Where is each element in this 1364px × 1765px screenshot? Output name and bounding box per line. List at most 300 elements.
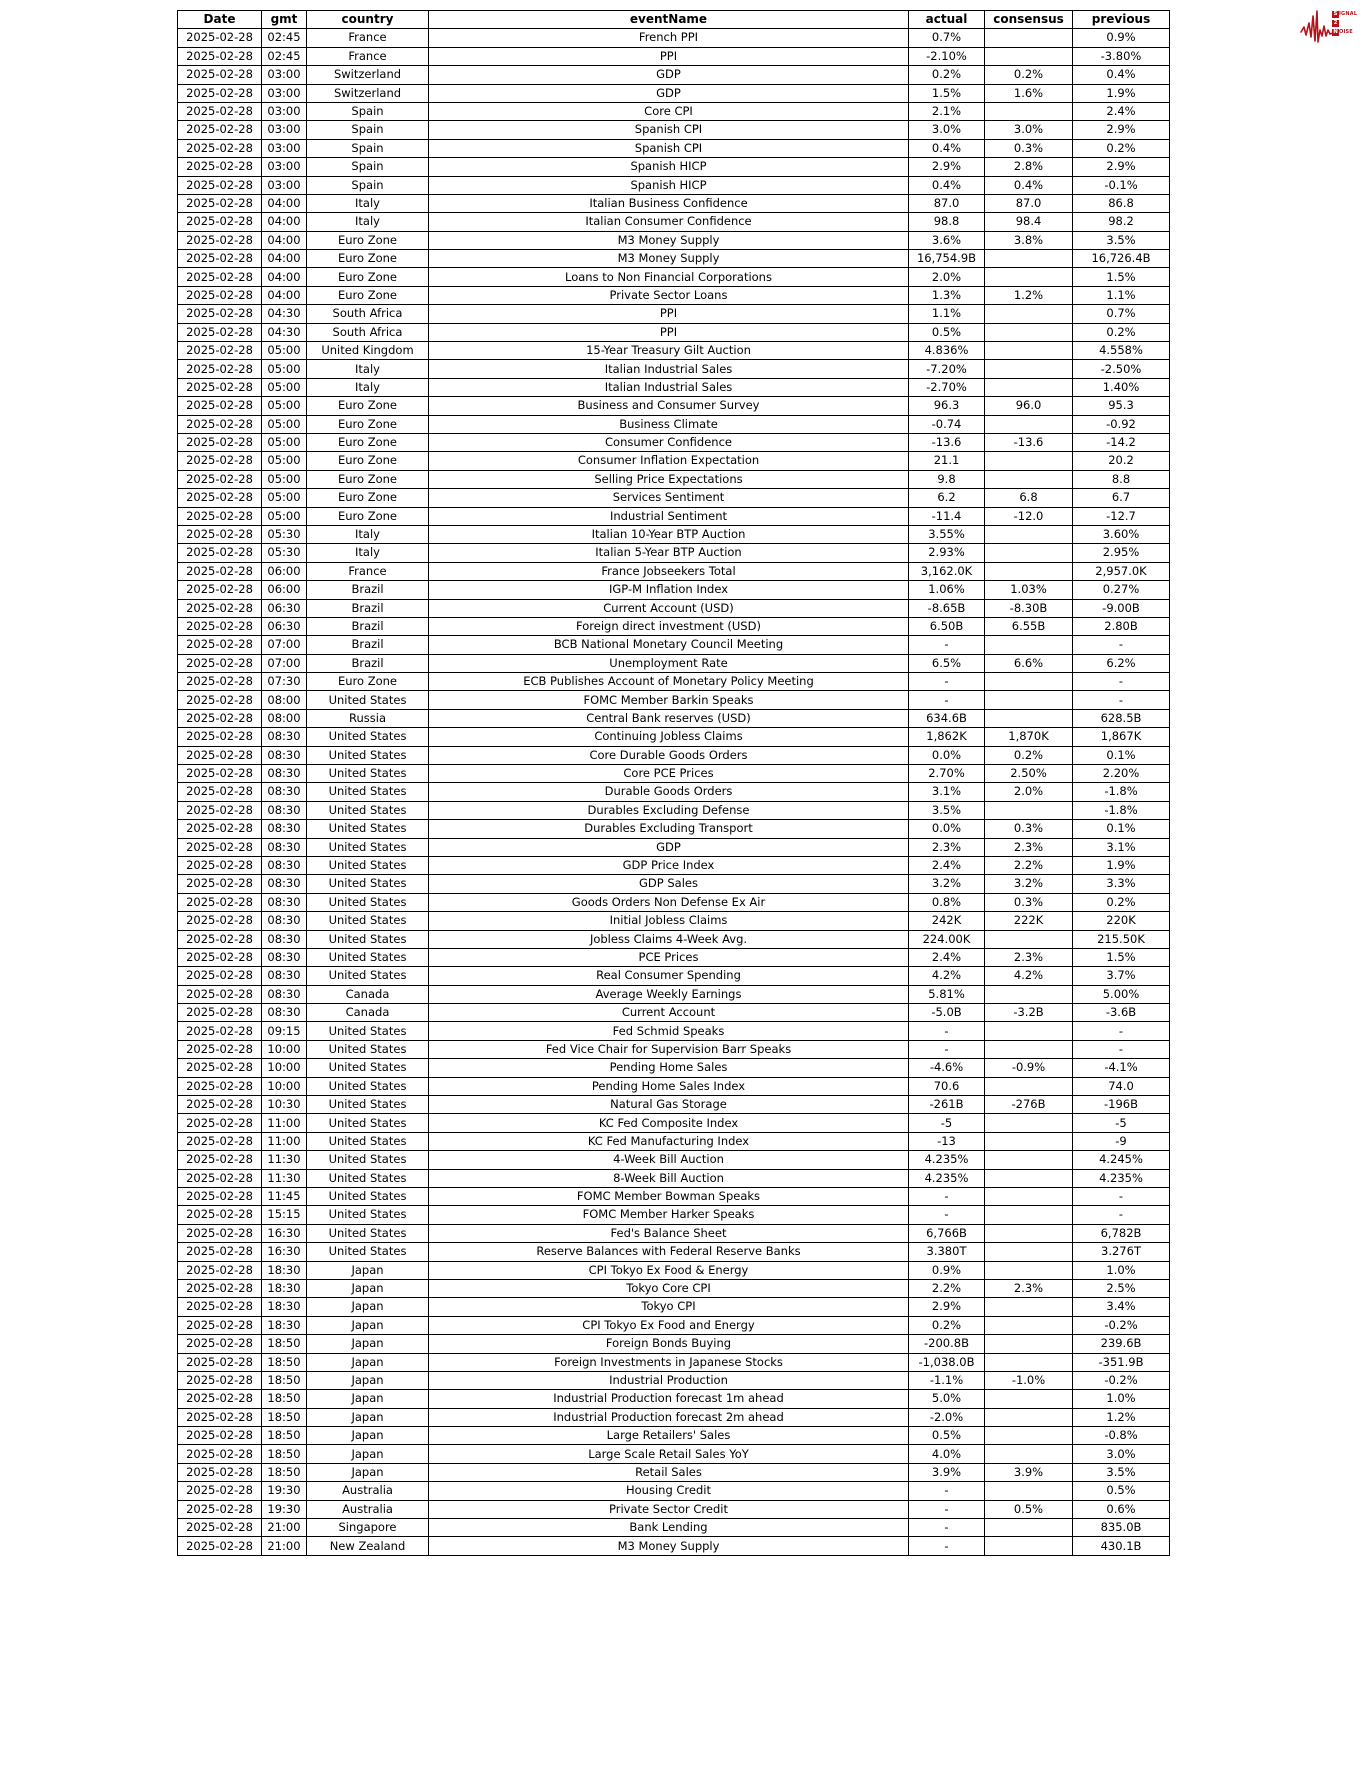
cell-country: United States [307, 912, 429, 930]
cell-actual: 0.2% [909, 1316, 985, 1334]
cell-date: 2025-02-28 [178, 1059, 262, 1077]
table-row [178, 176, 1170, 194]
cell-actual: - [909, 1040, 985, 1058]
cell-country: Euro Zone [307, 415, 429, 433]
cell-country: United States [307, 1243, 429, 1261]
cell-actual: -8.65B [909, 599, 985, 617]
cell-consensus [985, 29, 1073, 47]
cell-eventname: GDP Price Index [429, 856, 909, 874]
cell-actual: 3.9% [909, 1463, 985, 1481]
cell-date: 2025-02-28 [178, 783, 262, 801]
cell-date: 2025-02-28 [178, 1463, 262, 1481]
cell-actual: 3.2% [909, 875, 985, 893]
cell-previous: 6.2% [1073, 654, 1170, 672]
cell-actual: -200.8B [909, 1335, 985, 1353]
cell-date: 2025-02-28 [178, 930, 262, 948]
column-header-previous: previous [1073, 11, 1170, 29]
cell-consensus [985, 1482, 1073, 1500]
cell-gmt: 05:00 [262, 378, 307, 396]
table-body [178, 29, 1170, 1555]
cell-consensus [985, 1298, 1073, 1316]
cell-date: 2025-02-28 [178, 636, 262, 654]
cell-gmt: 03:00 [262, 66, 307, 84]
cell-eventname: Foreign Bonds Buying [429, 1335, 909, 1353]
cell-gmt: 08:30 [262, 728, 307, 746]
cell-country: Brazil [307, 654, 429, 672]
cell-gmt: 04:30 [262, 323, 307, 341]
table-row [178, 158, 1170, 176]
cell-eventname: PPI [429, 323, 909, 341]
cell-date: 2025-02-28 [178, 1353, 262, 1371]
cell-actual: 6.50B [909, 617, 985, 635]
cell-eventname: Consumer Inflation Expectation [429, 452, 909, 470]
cell-eventname: GDP Sales [429, 875, 909, 893]
cell-date: 2025-02-28 [178, 1427, 262, 1445]
cell-actual: 2.3% [909, 838, 985, 856]
cell-previous: 8.8 [1073, 470, 1170, 488]
cell-date: 2025-02-28 [178, 286, 262, 304]
cell-consensus [985, 1390, 1073, 1408]
cell-date: 2025-02-28 [178, 231, 262, 249]
cell-gmt: 16:30 [262, 1243, 307, 1261]
cell-eventname: Pending Home Sales [429, 1059, 909, 1077]
cell-consensus [985, 47, 1073, 65]
table-row [178, 1040, 1170, 1058]
table-row [178, 305, 1170, 323]
cell-eventname: Tokyo CPI [429, 1298, 909, 1316]
cell-country: Japan [307, 1427, 429, 1445]
cell-consensus [985, 1132, 1073, 1150]
cell-previous: 1.0% [1073, 1261, 1170, 1279]
cell-actual: -5 [909, 1114, 985, 1132]
cell-country: United Kingdom [307, 342, 429, 360]
cell-eventname: Bank Lending [429, 1519, 909, 1537]
cell-consensus [985, 544, 1073, 562]
cell-gmt: 05:30 [262, 525, 307, 543]
cell-gmt: 18:30 [262, 1261, 307, 1279]
cell-actual: 2.2% [909, 1279, 985, 1297]
cell-date: 2025-02-28 [178, 581, 262, 599]
cell-country: Brazil [307, 599, 429, 617]
cell-consensus: 2.3% [985, 838, 1073, 856]
cell-date: 2025-02-28 [178, 1169, 262, 1187]
cell-previous: -3.80% [1073, 47, 1170, 65]
cell-previous: 98.2 [1073, 213, 1170, 231]
cell-date: 2025-02-28 [178, 985, 262, 1003]
cell-date: 2025-02-28 [178, 268, 262, 286]
cell-previous: 3.3% [1073, 875, 1170, 893]
cell-consensus: 2.3% [985, 948, 1073, 966]
cell-actual: 2.4% [909, 856, 985, 874]
cell-consensus [985, 1335, 1073, 1353]
table-row [178, 544, 1170, 562]
cell-country: Euro Zone [307, 397, 429, 415]
cell-actual: 9.8 [909, 470, 985, 488]
cell-actual: -2.10% [909, 47, 985, 65]
cell-country: Euro Zone [307, 231, 429, 249]
cell-previous: 3.1% [1073, 838, 1170, 856]
table-row [178, 562, 1170, 580]
cell-date: 2025-02-28 [178, 360, 262, 378]
cell-date: 2025-02-28 [178, 875, 262, 893]
table-row [178, 433, 1170, 451]
cell-actual: 224.00K [909, 930, 985, 948]
table-row [178, 893, 1170, 911]
cell-actual: - [909, 1519, 985, 1537]
cell-date: 2025-02-28 [178, 1390, 262, 1408]
cell-eventname: KC Fed Composite Index [429, 1114, 909, 1132]
cell-date: 2025-02-28 [178, 1519, 262, 1537]
cell-eventname: Private Sector Loans [429, 286, 909, 304]
cell-date: 2025-02-28 [178, 654, 262, 672]
cell-eventname: France Jobseekers Total [429, 562, 909, 580]
cell-previous: 1.0% [1073, 1390, 1170, 1408]
cell-previous: -14.2 [1073, 433, 1170, 451]
cell-actual: - [909, 1206, 985, 1224]
cell-actual: -2.70% [909, 378, 985, 396]
cell-previous: 2.80B [1073, 617, 1170, 635]
cell-eventname: Private Sector Credit [429, 1500, 909, 1518]
cell-gmt: 09:15 [262, 1022, 307, 1040]
cell-country: Japan [307, 1463, 429, 1481]
cell-gmt: 11:00 [262, 1132, 307, 1150]
cell-previous: 628.5B [1073, 709, 1170, 727]
cell-consensus [985, 1243, 1073, 1261]
cell-date: 2025-02-28 [178, 893, 262, 911]
table-row [178, 728, 1170, 746]
cell-eventname: FOMC Member Harker Speaks [429, 1206, 909, 1224]
cell-country: Japan [307, 1353, 429, 1371]
cell-eventname: Current Account (USD) [429, 599, 909, 617]
cell-country: Spain [307, 102, 429, 120]
cell-previous: 2.4% [1073, 102, 1170, 120]
cell-previous: 0.7% [1073, 305, 1170, 323]
cell-eventname: IGP-M Inflation Index [429, 581, 909, 599]
cell-consensus [985, 1519, 1073, 1537]
cell-consensus: 3.0% [985, 121, 1073, 139]
cell-previous: 2.20% [1073, 765, 1170, 783]
cell-date: 2025-02-28 [178, 507, 262, 525]
cell-previous: 1.9% [1073, 856, 1170, 874]
cell-gmt: 07:00 [262, 636, 307, 654]
cell-actual: 21.1 [909, 452, 985, 470]
cell-consensus: 1,870K [985, 728, 1073, 746]
cell-actual: -0.74 [909, 415, 985, 433]
table-row [178, 1132, 1170, 1150]
table-row [178, 525, 1170, 543]
cell-actual: 1.1% [909, 305, 985, 323]
cell-actual: - [909, 1188, 985, 1206]
cell-gmt: 08:30 [262, 930, 307, 948]
cell-actual: 87.0 [909, 194, 985, 212]
cell-gmt: 18:30 [262, 1316, 307, 1334]
cell-previous: 74.0 [1073, 1077, 1170, 1095]
cell-previous: -5 [1073, 1114, 1170, 1132]
cell-country: United States [307, 1188, 429, 1206]
cell-consensus [985, 525, 1073, 543]
cell-previous: 0.27% [1073, 581, 1170, 599]
cell-gmt: 05:30 [262, 544, 307, 562]
cell-previous: 430.1B [1073, 1537, 1170, 1555]
cell-consensus: 2.8% [985, 158, 1073, 176]
cell-eventname: Housing Credit [429, 1482, 909, 1500]
table-row [178, 268, 1170, 286]
cell-eventname: Services Sentiment [429, 489, 909, 507]
cell-previous: 239.6B [1073, 1335, 1170, 1353]
cell-actual: 0.4% [909, 176, 985, 194]
cell-country: Japan [307, 1371, 429, 1389]
cell-consensus [985, 323, 1073, 341]
cell-date: 2025-02-28 [178, 397, 262, 415]
cell-actual: 96.3 [909, 397, 985, 415]
cell-gmt: 08:30 [262, 948, 307, 966]
cell-date: 2025-02-28 [178, 912, 262, 930]
cell-date: 2025-02-28 [178, 1004, 262, 1022]
cell-consensus: -8.30B [985, 599, 1073, 617]
cell-previous: 1.5% [1073, 948, 1170, 966]
cell-consensus: 0.3% [985, 820, 1073, 838]
cell-date: 2025-02-28 [178, 1298, 262, 1316]
cell-eventname: M3 Money Supply [429, 1537, 909, 1555]
cell-previous: 6.7 [1073, 489, 1170, 507]
cell-country: Euro Zone [307, 250, 429, 268]
cell-gmt: 08:30 [262, 820, 307, 838]
cell-date: 2025-02-28 [178, 452, 262, 470]
cell-consensus: 87.0 [985, 194, 1073, 212]
cell-eventname: Tokyo Core CPI [429, 1279, 909, 1297]
cell-date: 2025-02-28 [178, 415, 262, 433]
cell-date: 2025-02-28 [178, 158, 262, 176]
cell-actual: 3.55% [909, 525, 985, 543]
cell-date: 2025-02-28 [178, 342, 262, 360]
cell-country: Euro Zone [307, 489, 429, 507]
cell-consensus: 3.9% [985, 1463, 1073, 1481]
table-row [178, 654, 1170, 672]
cell-consensus [985, 1169, 1073, 1187]
cell-gmt: 02:45 [262, 47, 307, 65]
cell-previous: 0.2% [1073, 893, 1170, 911]
cell-consensus: 6.8 [985, 489, 1073, 507]
cell-actual: 70.6 [909, 1077, 985, 1095]
cell-gmt: 18:50 [262, 1463, 307, 1481]
cell-gmt: 04:00 [262, 213, 307, 231]
cell-gmt: 08:30 [262, 746, 307, 764]
cell-actual: -11.4 [909, 507, 985, 525]
table-row [178, 1188, 1170, 1206]
cell-eventname: CPI Tokyo Ex Food and Energy [429, 1316, 909, 1334]
economic-calendar-table [177, 10, 1170, 1556]
table-row [178, 1335, 1170, 1353]
cell-gmt: 05:00 [262, 415, 307, 433]
cell-country: United States [307, 1077, 429, 1095]
economic-calendar [177, 10, 1170, 1556]
table-row [178, 1022, 1170, 1040]
table-row [178, 1500, 1170, 1518]
cell-country: Italy [307, 194, 429, 212]
table-row [178, 66, 1170, 84]
cell-actual: - [909, 1482, 985, 1500]
cell-consensus [985, 102, 1073, 120]
cell-country: Japan [307, 1261, 429, 1279]
table-row [178, 121, 1170, 139]
cell-consensus [985, 452, 1073, 470]
cell-country: Canada [307, 985, 429, 1003]
cell-country: United States [307, 1206, 429, 1224]
cell-country: South Africa [307, 305, 429, 323]
cell-gmt: 08:30 [262, 1004, 307, 1022]
cell-consensus [985, 1316, 1073, 1334]
cell-previous: 0.4% [1073, 66, 1170, 84]
cell-eventname: Business and Consumer Survey [429, 397, 909, 415]
table-row [178, 507, 1170, 525]
cell-gmt: 15:15 [262, 1206, 307, 1224]
cell-eventname: Core Durable Goods Orders [429, 746, 909, 764]
cell-consensus [985, 342, 1073, 360]
cell-eventname: Continuing Jobless Claims [429, 728, 909, 746]
cell-consensus: 0.2% [985, 66, 1073, 84]
cell-eventname: Business Climate [429, 415, 909, 433]
cell-previous: 6,782B [1073, 1224, 1170, 1242]
cell-date: 2025-02-28 [178, 1096, 262, 1114]
cell-actual: 5.0% [909, 1390, 985, 1408]
cell-consensus [985, 1114, 1073, 1132]
cell-actual: 4.0% [909, 1445, 985, 1463]
cell-country: United States [307, 728, 429, 746]
table-row [178, 930, 1170, 948]
cell-gmt: 06:30 [262, 617, 307, 635]
cell-gmt: 05:00 [262, 470, 307, 488]
cell-actual: 16,754.9B [909, 250, 985, 268]
cell-actual: 0.7% [909, 29, 985, 47]
table-row [178, 286, 1170, 304]
table-row [178, 765, 1170, 783]
cell-country: Euro Zone [307, 673, 429, 691]
cell-previous: 4.245% [1073, 1151, 1170, 1169]
cell-actual: 3.1% [909, 783, 985, 801]
cell-eventname: 15-Year Treasury Gilt Auction [429, 342, 909, 360]
cell-country: Japan [307, 1316, 429, 1334]
table-row [178, 985, 1170, 1003]
cell-previous: 835.0B [1073, 1519, 1170, 1537]
cell-consensus [985, 1151, 1073, 1169]
cell-actual: 0.9% [909, 1261, 985, 1279]
cell-previous: 0.1% [1073, 746, 1170, 764]
cell-previous: -1.8% [1073, 801, 1170, 819]
cell-gmt: 10:00 [262, 1040, 307, 1058]
cell-date: 2025-02-28 [178, 29, 262, 47]
table-row [178, 102, 1170, 120]
table-row [178, 1427, 1170, 1445]
cell-eventname: FOMC Member Barkin Speaks [429, 691, 909, 709]
cell-actual: 4.235% [909, 1169, 985, 1187]
waveform-icon [1300, 8, 1334, 44]
cell-consensus [985, 1261, 1073, 1279]
cell-previous: -0.2% [1073, 1371, 1170, 1389]
cell-date: 2025-02-28 [178, 139, 262, 157]
cell-actual: 6,766B [909, 1224, 985, 1242]
cell-eventname: Spanish CPI [429, 121, 909, 139]
table-row [178, 342, 1170, 360]
table-row [178, 838, 1170, 856]
cell-gmt: 03:00 [262, 84, 307, 102]
table-header-row [178, 11, 1170, 29]
cell-country: United States [307, 1169, 429, 1187]
cell-actual: -261B [909, 1096, 985, 1114]
cell-eventname: Industrial Production forecast 2m ahead [429, 1408, 909, 1426]
cell-country: United States [307, 948, 429, 966]
cell-date: 2025-02-28 [178, 1537, 262, 1555]
cell-consensus [985, 1022, 1073, 1040]
cell-consensus: 6.55B [985, 617, 1073, 635]
cell-country: Singapore [307, 1519, 429, 1537]
table-row [178, 875, 1170, 893]
cell-consensus: 2.2% [985, 856, 1073, 874]
cell-actual: 98.8 [909, 213, 985, 231]
cell-consensus [985, 985, 1073, 1003]
table-row [178, 1482, 1170, 1500]
column-header-date: Date [178, 11, 262, 29]
cell-previous: - [1073, 636, 1170, 654]
cell-consensus: 222K [985, 912, 1073, 930]
cell-eventname: Italian Business Confidence [429, 194, 909, 212]
cell-date: 2025-02-28 [178, 1335, 262, 1353]
table-row [178, 820, 1170, 838]
table-row [178, 47, 1170, 65]
cell-eventname: Large Retailers' Sales [429, 1427, 909, 1445]
cell-country: South Africa [307, 323, 429, 341]
cell-date: 2025-02-28 [178, 121, 262, 139]
cell-date: 2025-02-28 [178, 1224, 262, 1242]
cell-actual: - [909, 636, 985, 654]
cell-gmt: 19:30 [262, 1500, 307, 1518]
table-row [178, 801, 1170, 819]
table-row [178, 1114, 1170, 1132]
table-row [178, 1169, 1170, 1187]
cell-previous: 4.235% [1073, 1169, 1170, 1187]
cell-country: New Zealand [307, 1537, 429, 1555]
cell-actual: 6.5% [909, 654, 985, 672]
cell-country: United States [307, 1059, 429, 1077]
cell-eventname: Durable Goods Orders [429, 783, 909, 801]
cell-eventname: Consumer Confidence [429, 433, 909, 451]
cell-eventname: PPI [429, 47, 909, 65]
cell-actual: - [909, 1500, 985, 1518]
cell-actual: 242K [909, 912, 985, 930]
cell-date: 2025-02-28 [178, 617, 262, 635]
cell-previous: -351.9B [1073, 1353, 1170, 1371]
cell-country: Italy [307, 378, 429, 396]
cell-consensus: 3.2% [985, 875, 1073, 893]
cell-country: United States [307, 765, 429, 783]
cell-date: 2025-02-28 [178, 728, 262, 746]
cell-consensus: -1.0% [985, 1371, 1073, 1389]
cell-gmt: 05:00 [262, 507, 307, 525]
table-row [178, 139, 1170, 157]
table-row [178, 636, 1170, 654]
cell-eventname: CPI Tokyo Ex Food & Energy [429, 1261, 909, 1279]
cell-gmt: 08:30 [262, 801, 307, 819]
cell-previous: - [1073, 1206, 1170, 1224]
cell-date: 2025-02-28 [178, 1279, 262, 1297]
cell-date: 2025-02-28 [178, 1261, 262, 1279]
cell-country: Brazil [307, 617, 429, 635]
cell-actual: -2.0% [909, 1408, 985, 1426]
cell-actual: 0.8% [909, 893, 985, 911]
cell-gmt: 07:00 [262, 654, 307, 672]
cell-country: United States [307, 856, 429, 874]
cell-country: United States [307, 820, 429, 838]
cell-consensus: 4.2% [985, 967, 1073, 985]
